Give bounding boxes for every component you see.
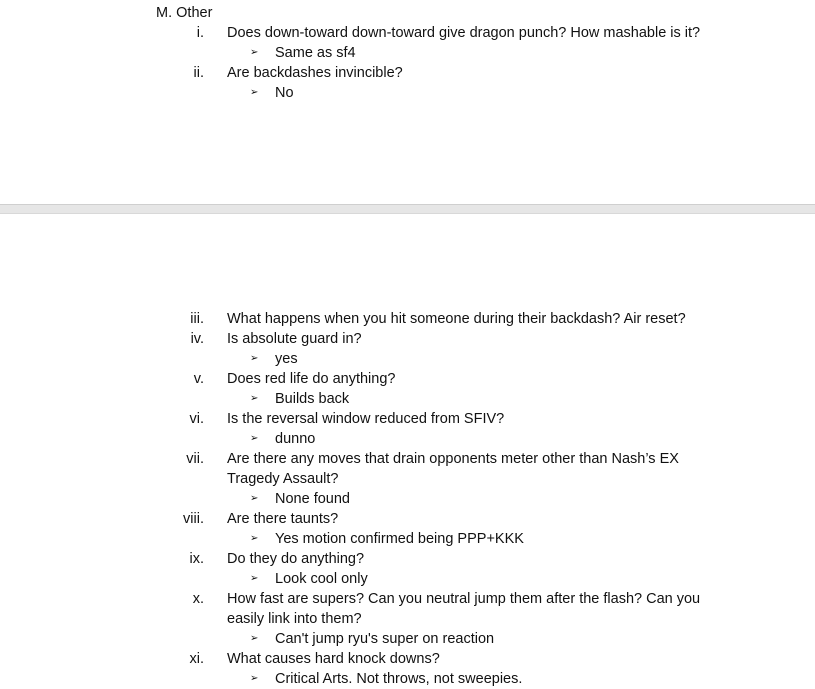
list-item-vi (0, 409, 815, 429)
item-question: What causes hard knock downs? (227, 651, 440, 667)
item-numeral: xi. (189, 651, 204, 667)
document-page-2 (0, 214, 815, 689)
arrow-bullet-icon: ➢ (250, 573, 259, 584)
list-item-ix (0, 549, 815, 569)
list-item-x (0, 589, 815, 629)
item-answer: Same as sf4 (275, 45, 356, 61)
item-numeral: iv. (190, 331, 204, 347)
document-page-1 (0, 0, 815, 204)
item-numeral: iii. (190, 311, 204, 327)
item-question: Does red life do anything? (227, 371, 396, 387)
item-numeral: ii. (193, 65, 204, 81)
list-item-i-answer (0, 43, 815, 63)
item-answer: yes (275, 351, 298, 367)
list-item-vi-answer (0, 429, 815, 449)
arrow-bullet-icon: ➢ (250, 673, 259, 684)
arrow-bullet-icon: ➢ (250, 393, 259, 404)
list-item-ix-answer (0, 569, 815, 589)
list-item-iv (0, 329, 815, 349)
item-numeral: x. (192, 591, 204, 607)
list-item-v-answer (0, 389, 815, 409)
item-question: What happens when you hit someone during their backdash? Air reset? (227, 311, 686, 327)
list-item-x-answer (0, 629, 815, 649)
item-answer: Builds back (275, 391, 350, 407)
item-question: Are backdashes invincible? (227, 65, 403, 81)
list-item-xi (0, 649, 815, 669)
list-item-viii-answer (0, 529, 815, 549)
item-numeral: v. (193, 371, 204, 387)
page-break (0, 204, 815, 214)
list-item-xi-answer (0, 669, 815, 689)
arrow-bullet-icon: ➢ (250, 633, 259, 644)
item-numeral: vi. (189, 411, 204, 427)
list-item-iv-answer (0, 349, 815, 369)
list-item-v (0, 369, 815, 389)
item-answer: Look cool only (275, 571, 368, 587)
list-item-vii-answer (0, 489, 815, 509)
arrow-bullet-icon: ➢ (250, 353, 259, 364)
arrow-bullet-icon: ➢ (250, 493, 259, 504)
item-numeral: viii. (183, 511, 204, 527)
list-item-ii-answer (0, 83, 815, 103)
list-item-ii (0, 63, 815, 83)
section-title: Other (176, 5, 213, 21)
item-answer: Critical Arts. Not throws, not sweepies. (275, 671, 523, 687)
section-label: M. (156, 5, 173, 21)
item-answer: dunno (275, 431, 316, 447)
item-answer: Yes motion confirmed being PPP+KKK (275, 531, 524, 547)
list-item-vii (0, 449, 815, 489)
item-question: Is absolute guard in? (227, 331, 362, 347)
arrow-bullet-icon: ➢ (250, 87, 259, 98)
item-question: Are there taunts? (227, 511, 339, 527)
item-numeral: vii. (186, 451, 204, 467)
item-numeral: ix. (189, 551, 204, 567)
list-item-viii (0, 509, 815, 529)
item-answer: Can't jump ryu's super on reaction (275, 631, 495, 647)
arrow-bullet-icon: ➢ (250, 47, 259, 58)
list-item-i (0, 23, 815, 43)
section-heading (0, 3, 815, 23)
arrow-bullet-icon: ➢ (250, 433, 259, 444)
item-question: Are there any moves that drain opponents meter other than Nash’s EX Tragedy Assault? (227, 451, 679, 487)
list-item-iii (0, 309, 815, 329)
item-question: Does down-toward down-toward give dragon punch? How mashable is it? (227, 25, 701, 41)
item-question: Do they do anything? (227, 551, 365, 567)
arrow-bullet-icon: ➢ (250, 533, 259, 544)
item-question: How fast are supers? Can you neutral jump them after the flash? Can you easily link into them? (227, 591, 701, 627)
item-numeral: i. (196, 25, 204, 41)
item-answer: No (275, 85, 294, 101)
item-answer: None found (275, 491, 350, 507)
item-question: Is the reversal window reduced from SFIV? (227, 411, 505, 427)
